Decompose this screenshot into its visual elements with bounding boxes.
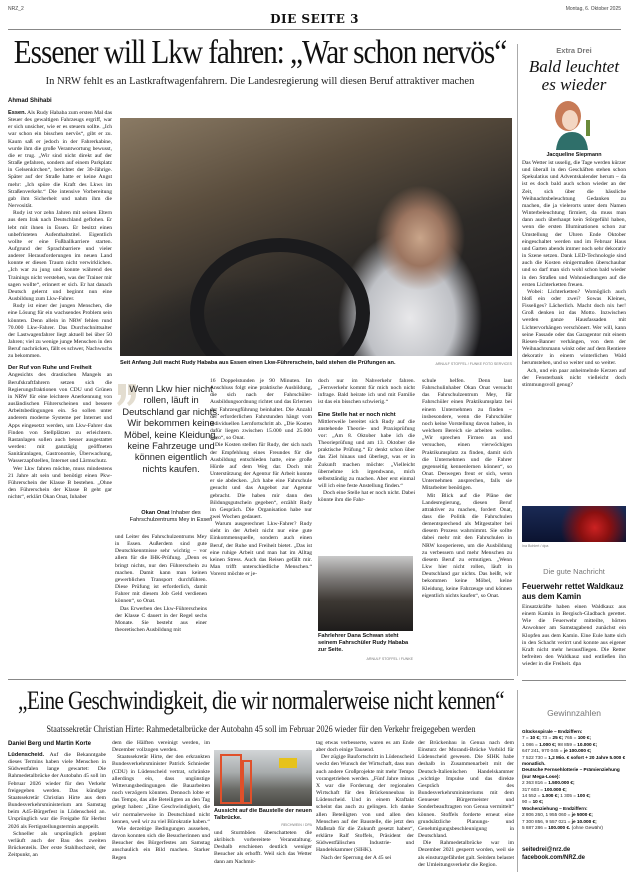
edition-label: NRZ_2 [8,6,24,12]
second-column-1: Lüdenscheid. Auf die Bekanntgabe dieses Termins haben viele Menschen in Südwestfalen lange gewartet: Die Rahmedetalbrücke der Autobahn 45 soll im Februar 2026 wieder für den Verkehr freigegeben werden. Das kündigte Staatssekretär Christian Hirte aus dem Bundesverkehrsministerium am Samstag beim A45-Bürgerfest in Lüdenscheid an. Ursprünglich war die Freigabe für Herbst 2026 als Fertigstellungstermin angepeilt. Schneller als ursprünglich geplant verläuft auch der Bau des zweiten Brückenteils. Der erste Stahlhochzeit, der Zeitpunkt, an [8,752,106,859]
sidebar-divider-bottom [522,680,626,681]
issue-date: Montag, 6. Oktober 2025 [565,6,621,12]
column-kicker: Extra Drei [556,46,592,55]
lottery-line: 2 806 260, 1 955 060 = je 5000 €; [522,812,593,818]
lottery-line: 317 603 = 100.000 €; [522,786,567,792]
sidebar-divider [517,44,518,676]
second-subheadline: Staatssekretär Christian Hirte: Rahmedetalbrücke der Autobahn 45 soll im Februar 2026 wieder für den Verkehr freigegeben werden [46,724,476,734]
driving-instructor-photo [318,556,413,631]
lead-photo [120,118,512,356]
lottery-title: Gewinnzahlen [547,708,601,718]
second-column-3: und Sturmböen überschatteten die akribisch vorbereitete Veranstaltung. Deshalb erschienen deutlich weniger Besucher als erhofft. Weil sich das Wetter dann am Nachmit- [214,830,312,865]
lottery-line: 647 241, 970 045 = je 100.000 €; [522,748,592,754]
column-author: Jacqueline Siepmann [546,152,602,158]
lead-photo-caption: Seit Anfang Juli macht Rudy Hababa aus Essen einen Lkw-Führerschein, bald stehen die Prüfungen an. [120,360,396,366]
steering-wheel-shape [190,238,370,356]
small-photo-caption: Fahrlehrer Dana Schwan steht seinem Fahrschüler Rudy Hababa zur Seite. [318,633,409,653]
second-column-2: dem die Hälften vereinigt werden, im Dezember vollzogen werden. Staatssekretär Hirte, der den erkrankten Bundesverkehrsminister Patrick Schnieder (CDU) in Lüdenscheid vertrat, schränkte allerdings ein, dass ungünstige Witterungsbedingungen die Bauarbeiten noch verzögern könnten. Dennoch lobte er das Tempo, das alle Beteiligten an den Tag gelegt haben: „Eine Geschwindigkeit, die wir normalerweise in Deutschland nicht kennen, weil wir zu viel Bürokratie haben.“ Wie derzeitige Bedingungen aussehen, davon konnten sich die Besucherinnen und Besucher des Bürgerfestes am Samstag anschaulich ein Bild machen. Starker Regen [112,740,210,861]
pull-quote: Wenn Lkw hier nicht rollen, läuft in Deutschland gar nichts. Wir bekommen keine Möbel, keine Kleidung, keine Fahrzeuge und können eigentlich nichts kaufen. [122,384,220,474]
column-body: Das Wetter ist usselig, die Tage werden kürzer und überall in den Geschäften stehen schon Spekulatius und Adventskalender herum – da ist es doch bald auch schon wieder an der Zeit, sich über die hässliche Weihnachtsbeleuchtung Gedanken zu machen, die ja vielerorts unter dem Namen Winterbeleuchtung firmiert, da muss man dann auch überhaupt kein Störgefühl haben, wenn die ersten Illuminationen schon zur Umstellung der Uhren Ende Oktober eingeschaltet werden und im Februar Haus und Garten abends immer noch sehr dekorativ in Szene setzen. Dank LED-Technologie sind auch die Kosten einigermaßen überschaubar und so darf man sich wohl schon bald wieder in den Straßen und Wohnsiedlungen auf die ersten Lichterketten freuen. Wobei: Lichterketten? Womöglich auch bloß ein oder zwei? Sowas Kleines, Fisseliges? Lächerlich. Macht doch nix her! Groß denken ist das Motto. Inzwischen werden ganze Hausfassaden mit Lichtervorhängen verschönert. Wer will, kann seine Fassade oder das Garagentor mit einem Riesen-Banner verhängen, von dem der Weihnachtsmann winkt oder auf dem Rentiere dekorativ in einem winterlichen Wald herumstehen, und so weiter und so weiter. Ach, und ein paar anheimelnde Kerzen auf der Fensterbank nicht vielleicht doch stimmungsvoll genug? [522,160,626,388]
facebook-link[interactable]: facebook.com/NRZ.de [522,855,586,861]
section-title: DIE SEITE 3 [270,12,359,26]
bridge-construction-photo [214,750,312,806]
lead-column-5: schule helfen. Denn laut Fahrschulinhaber Okan Onat versucht das Fahrschulzentrum Mey, für Fahrschüler einen Praktikumsplatz bei einem Unternehmen zu finden – insbesondere, wenn die Fahrschüler noch keine Vorstellung davon haben, in welchem Bereich sie arbeiten wollen. „Wir sprechen Firmen an und versuchen, einen vierwöchigen Praktikumsplatz zu finden, damit sich die Unternehmen und die Fahrer gegenseitig kennenlernen können“, so Onat. Deswegen freut er sich, wenn Unternehmen ansprechen, falls sie Mitarbeiter benötigen. Mit Blick auf die Pläne der Landesregierung, diesen Beruf attraktiver zu machen, fordert Onat, dass die Politik die Fahrschulen dementsprechend als Mitgestalter bei diesem Prozess wahrnimmt. Sie sollte dabei mehr mit den Fahrschulen in NRW kooperieren, um die Ausbildung zu verbessern und mehr Menschen zu diesem Beruf zu ermutigen. „Wenn Lkw hier nicht rollen, läuft in Deutschland gar nichts. Das heißt, wir bekommen keine Möbel, keine Kleidung, keine Fahrzeuge und können eigentlich nichts kaufen“, so Onat. [422,378,512,599]
email-link[interactable]: seitedrei@nrz.de [522,847,571,853]
lead-column-1: Essen. Als Rudy Hababa zum ersten Mal das Steuer des gewaltigen Fahrzeugs ergriff, war er sich unsicher, wie er es steuern sollte. „Ich war schon ein bisschen nervös“, gibt er zu. Kaum saß er jedoch in der Fahrerkabine, wurde ihm die große Verantwortung bewusst, die er trug. „Wir sind nicht direkt auf der Straße gefahren, sondern auf einem Parkplatz in Gelsenkirchen“, berichtet der 30-Jährige. Später auf der Straße hatte er keine Angst mehr: „Ich spüre die Kraft des Lkws im Straßenverkehr.“ Die intensive Vorbereitung gab ihm Sicherheit und nahm ihm die Nervosität. Rudy ist vor zehn Jahren mit seinen Eltern aus dem Irak nach Deutschland geflohen. Er lebt mit ihnen in Essen. Er besitzt einen unbefristeten Aufenthaltstitel. Eigentlich wollte er eine Fußballkarriere starten. Aufgrund der Sprachbarriere und vieler anderer Herausforderungen im neuen Land konnte er diesen Traum nicht verwirklichen. „Ich war zu jung und konnte während des Trainings nicht verstehen, was der Trainer mir sagen wollte“, erinnert er sich. Er hat danach Deutsch gelernt und beginnt nun eine Ausbildung zum Lkw-Fahrer. Rudy ist einer der jungen Menschen, die eine Lösung für ein wachsendes Problem sein könnten. Denn allein in NRW fehlen rund 70.000 Lkw-Fahrer. Das Durchschnittsalter der Lastwagenfahrer liegt aktuell bei über 50 Jahren; viel zu wenige junge Menschen in den Beruf nachrücken, fällt es schwer, Nachwuchs zu bekommen. Der Ruf von Ruhe und Freiheit Angesichts des drastischen Mangels an Berufskraftfahrern setzen sich die Regierungsfraktionen von CDU und Grünen in NRW für eine leichtere Anerkennung von ausländischen Führerscheinen und bessere Arbeitsbedingungen ein. So sollen unter anderem moderne Systeme per Internet und Apps eingesetzt werden, um Lkw-Fahrer das Finden von Stellplätzen zu erleichtern. Rastanlagen sollen auch besser ausgestattet werden: mit ganztägig geöffneten Sanitäranlagen, Gastronomie, Überwachung, Wasserzapfstellen, Internet und Lärmschutz. Wer Lkw fahren möchte, muss mindestens 21 Jahre alt sein und benötigt einen Pkw-Führerschein der Klasse B bestehen. „Ohne den Führerschein der Klasse B geht gar nichts“, erklärt Okan Onat, Inhaber [8,110,112,501]
lottery-line: 5 887 286 = 100.000 €. (ohne Gewähr) [522,825,603,831]
good-news-label: Die gute Nachricht [543,567,605,576]
good-news-body: Einsatzkräfte haben einen Waldkauz aus einem Kamin in Bergisch-Gladbach gerettet. Wie die Feuerwehr mitteilte, hörten Anwohner am Samstagabend zunächst ein Klopfen aus dem Kamin. Eine Eule hatte sich in den Schacht verirrt und konnte aus eigener Kraft nicht mehr herausfliegen. Die Retter befreiten den Waldkauz und entließen ihn wieder in die Freiheit. dpa [522,604,626,668]
bridge-photo-caption: Aussicht auf die Baustelle der neuen Talbrücke. [214,808,312,821]
lottery-results [522,729,626,832]
good-news-headline: Feuerwehr rettet Waldkauz aus dem Kamin [522,582,624,601]
lottery-heading: Deutsche Fernsehlotterie – Prämienziehung (nur Mega-Lose): [522,767,620,779]
lottery-line: 2 363 816 = 1.500.000 €; [522,780,575,786]
christmas-lights-photo [522,506,626,542]
lottery-line: 90 = 10 €; [522,799,544,805]
lead-headline: Essener will Lkw fahren: „War schon nervös“ [13,34,507,71]
small-photo-credit: ARNULF STOFFEL / FUNKE [366,657,413,661]
pull-quote-attribution: Okan Onat Inhaber des Fahrschulzentrums Mey in Essen [129,510,213,523]
lead-column-3: 16 Doppelstunden je 90 Minuten. Im Anschluss folgt eine praktische Ausbildung, die sich nach der Fahrschüler-Ausbildungsordnung richtet und das Erlernen der Fahrzeugführung beinhaltet. Die Anzahl der erforderlichen Fahrstunden hängt vom individuellen Lernfortschritt ab. „Die Kosten dafür liegen zwischen 15.000 und 25.000 Euro“, so Onat. Die Kosten stellen für Rudy, der sich nach der Empfehlung eines Freundes für die Ausbildung entschieden hatte, eine große Hürde auf dem Weg dar. Doch mit Unterstützung der Agentur für Arbeit konnte er sie abdecken. „Ich habe eine Fahrschule gesucht und das Angebot zur Agentur gebracht. Die haben mir dann den Bildungsgutschein gegeben“, erzählt Rudy im Gespräch. Die Organisation habe nur zwei Wochen gedauert. Warum ausgerechnet Lkw-Fahrer? Rudy sieht in der Arbeit nicht nur eine gute Einkommensquelle, sondern auch einen Beruf, der Ruhe und Freiheit bietet. „Das ist eine ruhige Arbeit und man hat im Alltag keinen Stress. Auch das Reisen gefällt mir. Man trifft unterschiedliche Menschen.“ Vorerst möchte er je- [210,378,312,578]
lead-author: Ahmad Shihabi [8,98,52,104]
sidebar-divider-lower [517,690,518,872]
contact-info [522,846,626,862]
lead-subheadline: In NRW fehlt es an Lastkraftwagenfahrern. Die Landesregierung will diesen Beruf attraktiver machen [45,76,475,87]
lottery-line: 7 = 10 €; 73 = 25 €; 765 = 100 €; [522,735,591,741]
lottery-line: 14 552 = 1.000 €; 1 305 = 100 €; [522,793,591,799]
second-authors: Daniel Berg und Martin Korte [8,741,92,747]
second-headline: „Eine Geschwindigkeit, die wir normalerweise nicht kennen“ [18,686,504,715]
lead-column-2a: und Leiter des Fahrschulzentrums Mey in Essen. Außerdem sind gute Deutschkenntnisse sehr wichtig – vor allem für die IHK-Prüfung. „Denn es bringt nichts, nur den Führerschein zu machen. Damit kann man keinen gewerblichen Transport durchführen. Diese Prüfung ist erforderlich, damit Fahrer mit diesem Job Geld verdienen können“, so Onat. Das Erwerben des Lkw-Führerscheins der Klasse C dauert in der Regel sechs Monate. Sie besteht aus einer theoretischen Ausbildung mit [115,534,207,634]
subhead: Der Ruf von Ruhe und Freiheit [8,365,92,372]
side-photo-credit: Ina Bohlert / dpa [522,544,549,548]
lottery-line: 7 300 856, 9 557 021 = je 10.000 €; [522,818,597,824]
lead-column-4: doch nur im Nahverkehr fahren. „Fernverkehr kommt für mich noch nicht infrage. Bald heirate ich und mit Familie ist das ein bisschen schwierig.“ Eine Stelle hat er noch nicht Mittlerweile bereitet sich Rudy auf die anstehende Theorie- und Praxisprüfung vor: „Am 8. Oktober habe ich die Theorieprüfung und am 13. Oktober die praktische Prüfung.“ Er denkt schon über das Ziel hinaus und überlegt, was er in Zukunft machen möchte: „Vielleicht übernehme ich irgendwann, mich selbstständig zu machen. Aber erst einmal will ich eine feste Anstellung finden.“ Doch eine Stelle hat er noch nicht. Dabei könnte ihm die Fahr- [318,378,415,504]
lottery-heading: Glücksspirale – Endziffern: [522,729,583,734]
second-column-4: tag etwas verbesserte, waren es am Ende aber doch einige Tausend. Der zügige Baufortschritt in Lüdenscheid weckt den Wunsch der Wirtschaft, dass nun auch andere Großprojekte mit mehr Tempo vorangetrieben werden. „Fünf Jahre minus X war die Forderung der regionalen Wirtschaft für den Brückenneubau in Lüdenscheid. Und in einem Kraftakt scheint das auch zu gelingen. Ich danke allen Beteiligten von und allen den Menschen auf der Baustelle, die jetzt den Maßstab für die Zukunft gesetzt haben“, erklärte Ralf Stoffels, Präsident der Südwestfälischen Industrie- und Handelskammer (SIHK). Nach der Sperrung der A 45 sei [316,740,414,861]
header-rule [8,29,621,30]
dateline: Essen. [8,110,27,116]
lottery-heading: Wochenziehung – Endziffern: [522,805,588,811]
lead-photo-credit: ARNULF STOFFEL / FUNKE FOTO SERVICES [435,362,512,366]
bridge-photo-credit: REICHWEIN / DPA [281,823,312,827]
column-title: Bald leuchtet es wieder [528,57,620,94]
author-caricature [548,98,598,150]
lottery-line: 1 086 = 1.000 €; 98 859 = 10.000 €; [522,741,598,747]
lottery-line: 7 522 730 = 1,2 Mio. € sofort + 20 Jahre 5.000 € monatlich. [522,754,626,767]
article-divider [8,679,514,680]
second-column-5: der Brückenbau in Genua nach dem Einsturz der Morandi-Brücke Vorbild für Lüdenscheid gewesen. Die SIHK habe deshalb in Zusammenarbeit mit der Deutsch-Italienischen Handelskammer „wichtige Impulse und das direkte Gespräch des Bundesverkehrsministeriums mit dem Genueser Bürgermeister und Sonderbeauftragten von Genua vermittelt“ können. Stoffels forderte erneut eine grundsätzliche Planungs- und Genehmigungsbeschleunigung in Deutschland. Die Rahmedetalbrücke war im Dezember 2021 gesperrt worden, weil sie als einsturzgefährdet galt. Seitdem belastet der Umleitungsverkehr die Region. [418,740,514,868]
